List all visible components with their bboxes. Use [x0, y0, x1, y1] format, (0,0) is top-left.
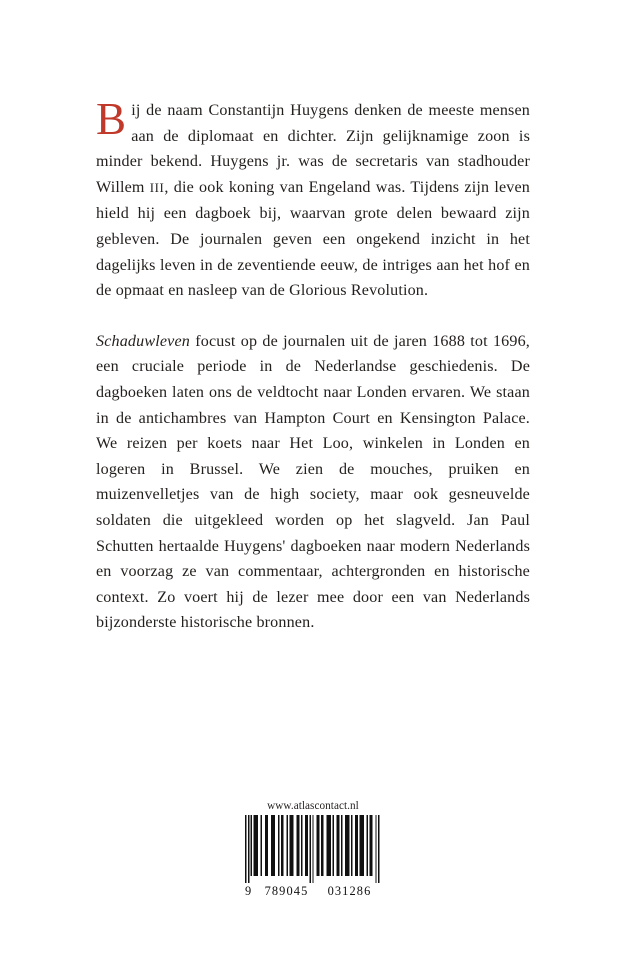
ean13-barcode-icon — [245, 815, 381, 883]
roman-numeral-three: III — [149, 180, 165, 195]
book-title-italic: Schaduwleven — [96, 332, 190, 350]
isbn-left-group: 789045 — [264, 884, 309, 898]
footer-block — [0, 800, 626, 899]
isbn-digits — [245, 884, 381, 899]
blurb-text-block — [96, 94, 530, 636]
blurb-paragraph-2-text: focust op de journalen uit de jaren 1688 tot 1696, een cruciale periode in de Nederlandse geschiedenis. De dagboeken laten ons de veldtocht naar Londen ervaren. We staan in de antichambres van Hampton Court en Kensington Palace. We reizen per koets naar Het Loo, winkelen in Londen en logeren in Brussel. We zien de mouches, pruiken en muizenvelletjes van de high society, maar ook gesneuvelde soldaten die uitgekleed worden op het slagveld. Jan Paul Schutten hertaalde Huygens' dagboeken naar modern Nederlands en voorzag ze van commentaar, achtergronden en historische context. Zo voert hij de lezer mee door een van Nederlands bijzonderste historische bronnen. — [96, 332, 530, 632]
isbn-right-group: 031286 — [327, 884, 372, 898]
publisher-website-url[interactable]: www.atlascontact.nl — [267, 800, 359, 812]
blurb-paragraph-1 — [96, 94, 530, 304]
barcode-block — [245, 815, 381, 899]
blurb-paragraph-2 — [96, 329, 530, 636]
isbn-lead-digit: 9 — [245, 884, 252, 898]
blurb-paragraph-1-text: Bij de naam Constantijn Huygens denken de meeste mensen aan de diplomaat en dichter. Zijn gelijknamige zoon is minder bekend. Huygens jr. was de secretaris van stadhouder Willem III, die ook koning van Engeland was. Tijdens zijn leven hield hij een dagboek bij, waarvan grote delen bewaard zijn gebleven. De journalen geven een ongekend inzicht in het dagelijks leven in de zeventiende eeuw, de intriges aan het hof en de opmaat en nasleep van de Glorious Revolution. — [96, 94, 530, 300]
